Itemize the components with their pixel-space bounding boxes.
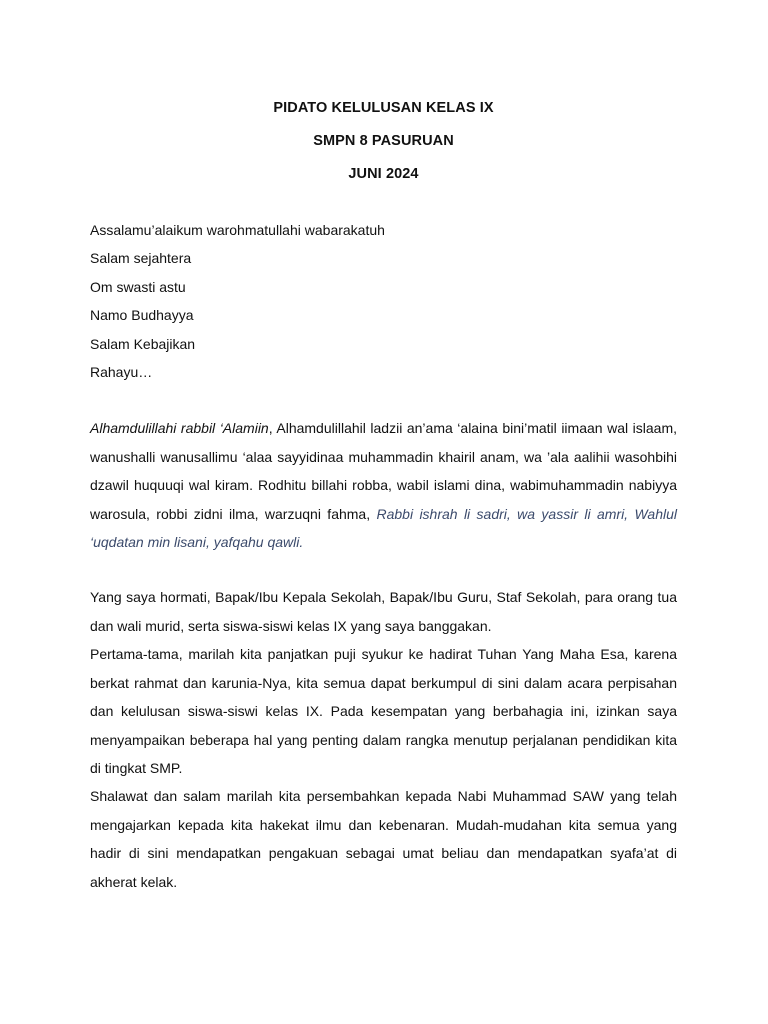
speech-title: PIDATO KELULUSAN KELAS IX [273, 100, 494, 116]
paragraph-gratitude: Pertama-tama, marilah kita panjatkan puji syukur ke hadirat Tuhan Yang Maha Esa, karena berkat rahmat dan karunia-Nya, kita semua dapat berkumpul di sini dalam acara perpisahan dan kelulusan siswa-siswi kelas IX. Pada kesempatan yang berbahagia ini, izinkan saya menyampaikan beberapa hal yang penting dalam rangka menutup perjalanan pendidikan kita di tingkat SMP. [90, 646, 677, 776]
speech-date: JUNI 2024 [348, 166, 419, 182]
paragraph-shalawat: Shalawat dan salam marilah kita persembahkan kepada Nabi Muhammad SAW yang telah mengajarkan kepada kita hakekat ilmu dan kebenaran. Mudah-mudahan kita semua yang hadir di sini mendapatkan pengakuan sebagai umat beliau dan mendapatkan syafa’at di akherat kelak. [90, 788, 677, 890]
greeting-hindu: Om swasti astu [90, 278, 186, 295]
greeting-christian: Salam sejahtera [90, 250, 192, 267]
opening-prayer-paragraph [90, 414, 677, 556]
document-content [90, 92, 677, 896]
greeting-buddhist: Namo Budhayya [90, 307, 194, 324]
greeting-general: Rahayu… [90, 364, 153, 381]
school-name: SMPN 8 PASURUAN [313, 133, 454, 149]
greeting-islam: Assalamu’alaikum warohmatullahi wabarakatuh [90, 222, 385, 238]
opening-prayer-doa: Rabbi ishrah li sadri, wa yassir li amri, Wahlul ‘uqdatan min lisani, yafqahu qawli. [90, 505, 677, 551]
greeting-confucian: Salam Kebajikan [90, 335, 196, 352]
greetings-list [90, 216, 677, 386]
opening-prayer-intro: Alhamdulillahi rabbil ‘Alamiin [90, 420, 269, 437]
opening-prayer-body: , Alhamdulillahil ladzii an’ama ‘alaina bini’matil iimaan wal islaam, wanushalli wanusallimu ‘alaa sayyidinaa muhammadin khairil anam, wa ’ala aalihii wasohbihi dzawil huquuqi wal kiram. Rodhitu billahi robba, wabil islami dina, wabimuhammadin nabiyya warosula, robbi zidni ilma, warzuqni fahma, [90, 420, 677, 522]
paragraph-salutation: Yang saya hormati, Bapak/Ibu Kepala Sekolah, Bapak/Ibu Guru, Staf Sekolah, para orang tua dan wali murid, serta siswa-siswi kelas IX yang saya banggakan. [90, 589, 677, 634]
speech-title-block [90, 92, 677, 191]
